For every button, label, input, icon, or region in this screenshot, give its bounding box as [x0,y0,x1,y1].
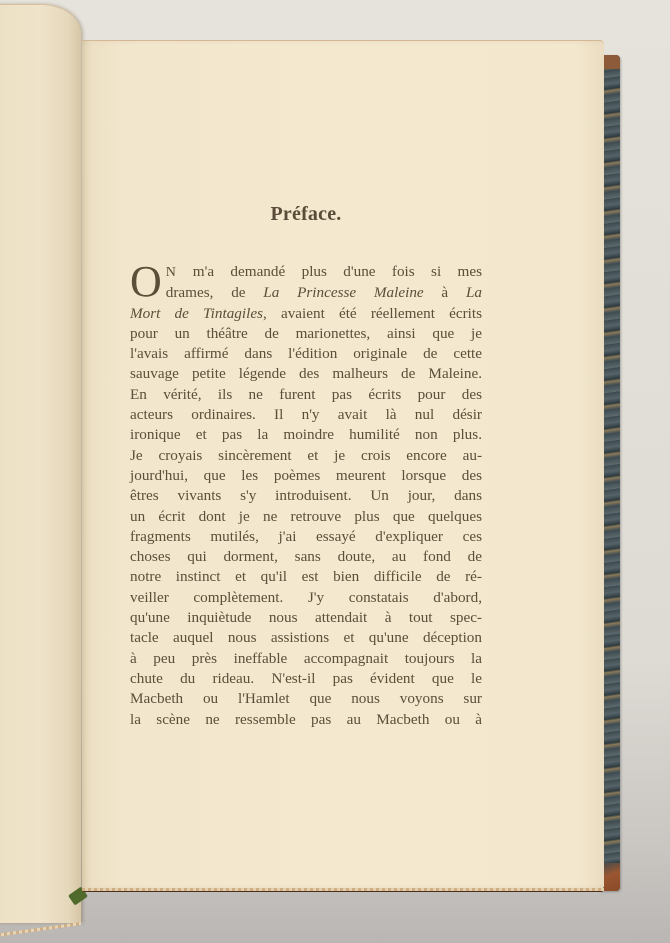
text-line: la scène ne ressemble pas au Macbeth ou à [130,710,482,728]
text-line: ironique et pas la moindre humilité non plus. [130,426,482,444]
text-line: choses qui dorment, sans doute, au fond de [130,548,482,566]
text-line: Je croyais sincèrement et je crois encore au- [130,446,482,464]
text-line: En vérité, ils ne furent pas écrits pour des [130,385,482,403]
preface-paragraph [130,257,482,730]
text-line: l'avais affirmé dans l'édition originale de cette [130,345,482,363]
text-line: chute du rideau. N'est-il pas évident que le [130,669,482,687]
preface-text-block [130,200,482,730]
text-line: un écrit dont je ne retrouve plus que quelques [130,507,482,525]
text-line: qu'une inquiètude nous attendait à tout spec- [130,609,482,627]
text-line: notre instinct et qu'il est bien difficile de ré- [130,568,482,586]
text-line: jourd'hui, que les poèmes meurent lorsque des [130,466,482,484]
italic-title: La [465,284,482,302]
text-line: drames, de La Princesse Maleine à La [165,284,482,302]
left-page [0,4,81,923]
text-line: Macbeth ou l'Hamlet que nous voyons sur [130,690,482,708]
text-line: sauvage petite légende des malheurs de Maleine. [130,365,482,383]
drop-cap: O [130,257,162,306]
text-line: veiller complètement. J'y constatais d'abord, [130,588,482,606]
text-line: tacle auquel nous assistions et qu'une déception [130,629,482,647]
text-line: êtres vivants s'y introduisent. Un jour, dans [130,487,482,505]
text-line: Mort de Tintagiles, avaient été réellement écrits [130,304,482,322]
text-line: acteurs ordinaires. Il n'y avait là nul désir [130,406,482,424]
text-line: pour un théâtre de marionettes, ainsi que je [130,324,482,342]
italic-title: Mort de Tintagiles [130,304,263,322]
italic-title: La Princesse Maleine [263,284,424,302]
text-line: N m'a demandé plus d'une fois si mes [165,263,482,280]
text-line: fragments mutilés, j'ai essayé d'expliquer ces [130,527,482,545]
text-line: à peu près ineffable accompagnait toujours la [130,649,482,667]
page-title: Préface. [270,203,342,225]
